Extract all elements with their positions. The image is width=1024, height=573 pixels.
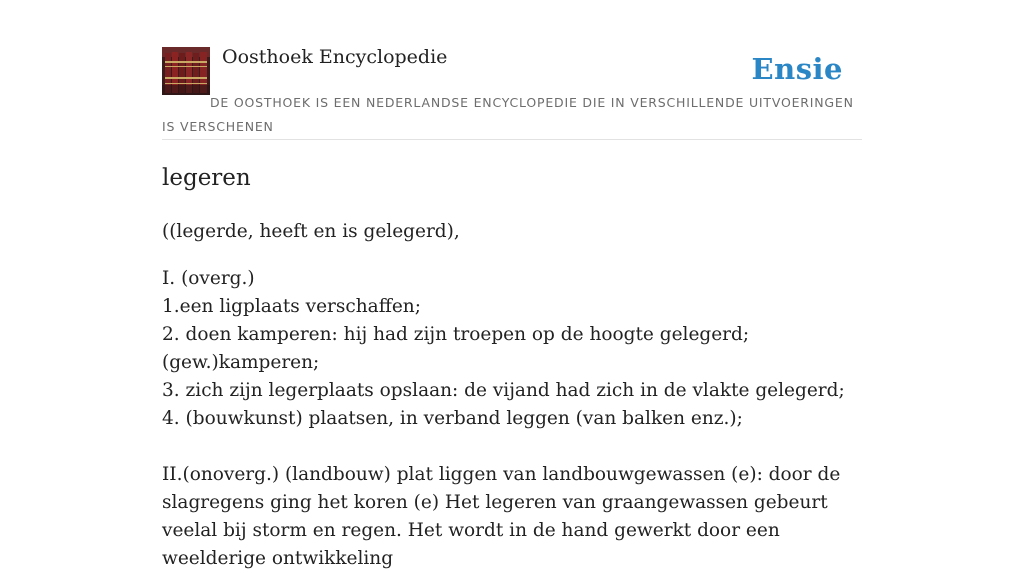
sense-3: 3. zich zijn legerplaats opslaan: de vijand had zich in de vlakte gelegerd;: [162, 380, 845, 401]
sense-1: 1.een ligplaats verschaffen;: [162, 296, 421, 317]
site-tagline: DE OOSTHOEK IS EEN NEDERLANDSE ENCYCLOPEDIE DIE IN VERSCHILLENDE UITVOERINGEN IS VERSCHENEN: [162, 95, 854, 134]
ensie-logo[interactable]: Ensie: [751, 52, 843, 86]
definition-body: [162, 265, 862, 573]
spacer: [162, 433, 862, 461]
article: [162, 160, 862, 573]
sense-heading-transitive: I. (overg.): [162, 268, 255, 289]
book-spines-icon: [162, 47, 210, 95]
sense-intransitive: II.(onoverg.) (landbouw) plat liggen van landbouwgewassen (e): door de slagregens ging het koren (e) Het legeren van graangewassen gebeurt veelal bij storm en regen. Het wordt in de hand gewerkt door een weelderige ontwikkeling: [162, 464, 841, 569]
word-forms: ((legerde, heeft en is gelegerd),: [162, 221, 460, 242]
site-header: [162, 44, 862, 140]
page-title: legeren: [162, 165, 251, 191]
site-title[interactable]: Oosthoek Encyclopedie: [222, 46, 448, 68]
sense-2: 2. doen kamperen: hij had zijn troepen op de hoogte gelegerd; (gew.)kamperen;: [162, 324, 750, 373]
sense-4: 4. (bouwkunst) plaatsen, in verband leggen (van balken enz.);: [162, 408, 743, 429]
site-avatar[interactable]: [162, 47, 210, 95]
